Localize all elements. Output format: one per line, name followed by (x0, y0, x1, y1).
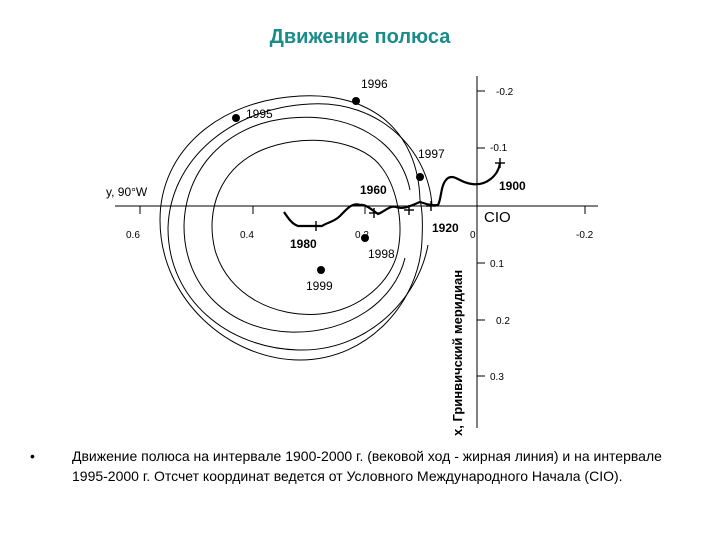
y-axis-label: y, 90°W (106, 185, 148, 199)
dot-1995 (232, 114, 240, 122)
marker-1900 (495, 158, 505, 168)
polar-motion-loops (160, 96, 432, 360)
page-title: Движение полюса (269, 26, 451, 48)
dot-1997 (416, 173, 424, 181)
tick-y-0-4: 0.4 (240, 230, 254, 241)
dot-1999 (317, 266, 325, 274)
label-1980: 1980 (290, 237, 317, 251)
tick-y-0-6: 0.6 (126, 230, 140, 241)
marker-1920 (426, 201, 436, 211)
tick-x-neg-0-1: -0.1 (490, 143, 508, 154)
tick-x-0-3: 0.3 (490, 372, 504, 383)
tick-origin: 0 (470, 230, 476, 241)
label-1999: 1999 (306, 279, 333, 293)
y-axis-ticks (140, 206, 585, 214)
label-1920: 1920 (432, 221, 459, 235)
secular-drift-line (284, 163, 500, 226)
marker-1980 (311, 221, 321, 231)
x-axis-label: x, Гринвичский меридиан (450, 269, 465, 436)
label-1960: 1960 (360, 183, 387, 197)
label-1900: 1900 (499, 179, 526, 193)
origin-label: CIO (484, 209, 511, 226)
tick-y-neg-0-2: -0.2 (576, 230, 594, 241)
tick-x-0-2: 0.2 (496, 316, 510, 327)
label-1998: 1998 (368, 247, 395, 261)
label-1997: 1997 (418, 147, 445, 161)
label-1995: 1995 (246, 107, 273, 121)
caption-text: Движение полюса на интервале 1900-2000 г. (вековой ход - жирная линия) и на интервале 1995-2000 г. Отсчет координат ведется от Условного Международного Начала (CIO). (72, 448, 662, 484)
tick-x-0-1: 0.1 (490, 259, 504, 270)
dot-1996 (352, 97, 360, 105)
tick-x-neg-0-2: -0.2 (496, 87, 514, 98)
secular-markers (311, 158, 505, 231)
x-axis-ticks (477, 91, 485, 376)
caption-bullet: • (30, 448, 35, 464)
tick-y-0-2: 0.2 (355, 230, 369, 241)
label-1996: 1996 (361, 77, 388, 91)
